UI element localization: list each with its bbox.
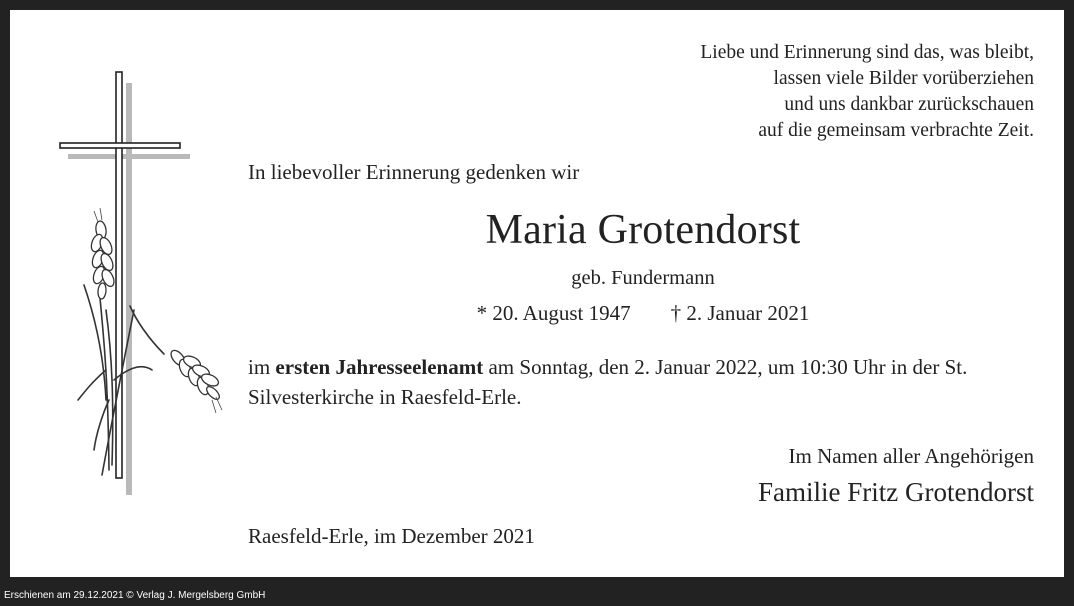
intro-text: In liebevoller Erinnerung gedenken wir <box>248 160 580 184</box>
birth-date: * 20. August 1947 <box>476 301 631 325</box>
service-prefix: im <box>248 355 276 379</box>
cross-with-wheat-icon <box>54 70 224 495</box>
publication-footer: Erschienen am 29.12.2021 © Verlag J. Mergelsberg GmbH <box>4 590 266 601</box>
life-dates <box>248 301 1038 326</box>
death-date: † 2. Januar 2021 <box>670 301 810 325</box>
poem <box>700 40 1034 144</box>
poem-line: Liebe und Erinnerung sind das, was bleibt, <box>700 42 1034 63</box>
service-details: am Sonntag, den 2. Januar 2022, um 10:30 Uhr in der St. Silvesterkirche in Raesfeld-Erle. <box>248 355 968 409</box>
family-name: Familie Fritz Grotendorst <box>758 477 1034 507</box>
obituary-card <box>10 10 1064 577</box>
service-title: ersten Jahresseelenamt <box>275 355 484 379</box>
poem-line: und uns dankbar zurückschauen <box>784 94 1034 115</box>
signoff-line: Im Namen aller Angehörigen <box>788 444 1034 468</box>
service-notice <box>248 352 1038 412</box>
poem-line: auf die gemeinsam verbrachte Zeit. <box>758 120 1034 141</box>
deceased-name: Maria Grotendorst <box>485 207 801 253</box>
place-date: Raesfeld-Erle, im Dezember 2021 <box>248 524 535 548</box>
maiden-name: geb. Fundermann <box>571 267 715 289</box>
poem-line: lassen viele Bilder vorüberziehen <box>773 68 1034 89</box>
